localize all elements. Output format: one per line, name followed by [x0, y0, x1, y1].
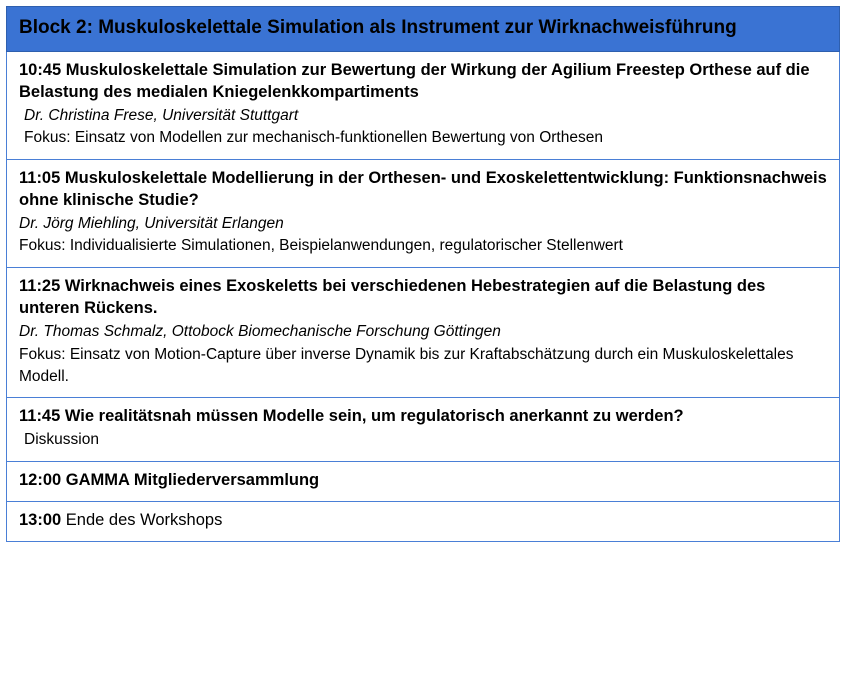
session-speaker: Dr. Thomas Schmalz, Ottobock Biomechanische Forschung Göttingen [19, 323, 501, 341]
block-header [6, 6, 840, 52]
session-row [6, 52, 840, 160]
session-focus: Fokus: Einsatz von Motion-Capture über inverse Dynamik bis zur Kraftabschätzung durch ein Muskuloskelettales Modell. [19, 345, 794, 386]
session-speaker: Dr. Christina Frese, Universität Stuttgart [24, 106, 299, 124]
session-time: 12:00 [19, 470, 66, 489]
session-speaker: Dr. Jörg Miehling, Universität Erlangen [19, 214, 284, 232]
block-header-title: Block 2: Muskuloskelettale Simulation als Instrument zur Wirknachweisführung [19, 17, 737, 38]
simple-session [19, 469, 829, 492]
session-title: 11:05 Muskuloskelettale Modellierung in der Orthesen- und Exoskelettentwicklung: Funktionsnachweis ohne klinische Studie? [19, 168, 827, 210]
session-row [6, 502, 840, 542]
session-title: 11:45 Wie realitätsnah müssen Modelle sein, um regulatorisch anerkannt zu werden? [19, 407, 684, 426]
session-row [6, 398, 840, 461]
session-focus: Fokus: Einsatz von Modellen zur mechanisch-funktionellen Bewertung von Orthesen [24, 129, 603, 147]
session-time: 13:00 [19, 510, 66, 529]
session-title: 10:45 Muskuloskelettale Simulation zur Bewertung der Wirkung der Agilium Freestep Orthese auf die Belastung des medialen Kniegelenkkompartiments [19, 60, 810, 102]
session-row [6, 160, 840, 268]
session-row [6, 462, 840, 502]
session-focus: Fokus: Individualisierte Simulationen, Beispielanwendungen, regulatorischer Stellenwert [19, 237, 623, 255]
simple-session [19, 509, 829, 532]
session-label: GAMMA Mitgliederversammlung [65, 470, 320, 489]
session-row [6, 268, 840, 399]
session-title: 11:25 Wirknachweis eines Exoskeletts bei verschiedenen Hebestrategien auf die Belastung des unteren Rückens. [19, 276, 766, 318]
session-label: Ende des Workshops [65, 510, 223, 529]
session-focus: Diskussion [24, 431, 99, 449]
